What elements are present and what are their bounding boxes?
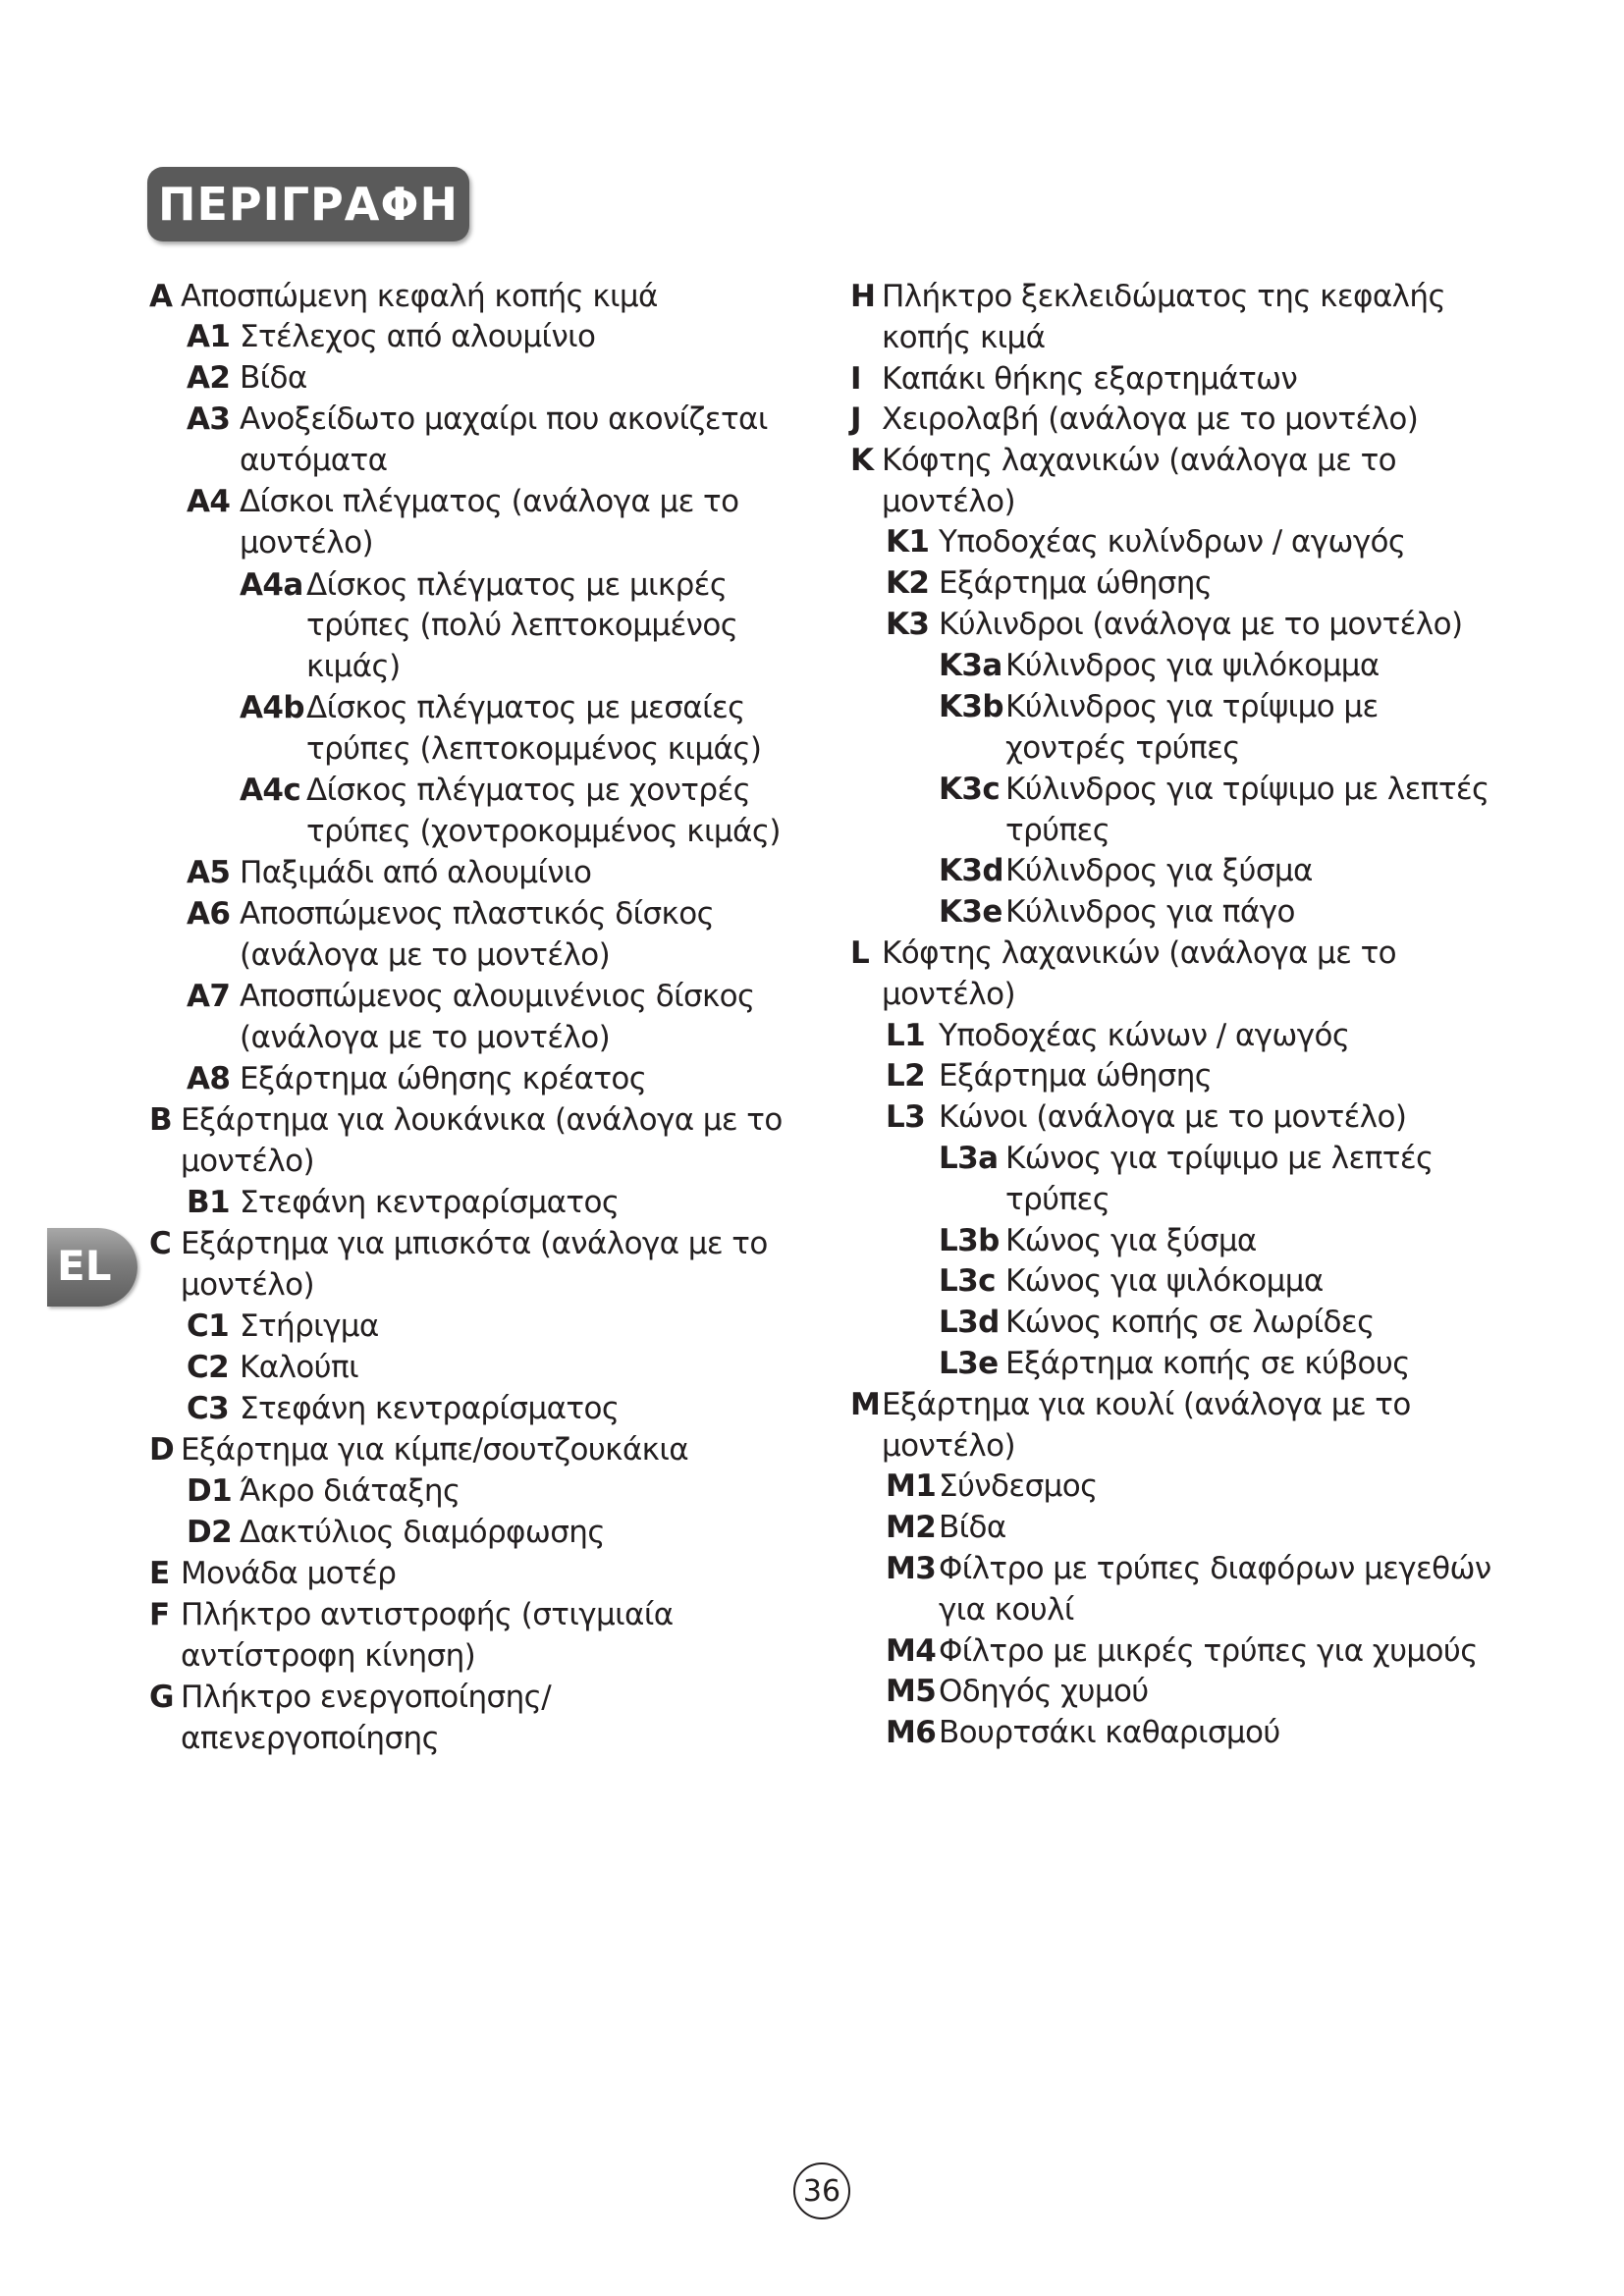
part-code: M1	[886, 1468, 937, 1504]
part-description: Παξιμάδι από αλουμίνιο	[240, 855, 592, 890]
part-description: Φίλτρο με τρύπες διαφόρων μεγεθών	[939, 1551, 1491, 1586]
page-number-label: 36	[802, 2173, 841, 2209]
part-description: τρύπες (χοντροκομμένος κιμάς)	[306, 814, 781, 849]
part-code: A8	[187, 1061, 231, 1096]
part-code: A4c	[240, 773, 301, 808]
part-description: κιμάς)	[306, 649, 401, 684]
part-description: Εξάρτημα κοπής σε κύβους	[1005, 1346, 1410, 1381]
part-code: M6	[886, 1715, 937, 1750]
part-description: (ανάλογα με το μοντέλο)	[240, 1020, 611, 1055]
part-code: L3e	[939, 1346, 999, 1381]
part-description: Εξάρτημα για κίμπε/σουτζουκάκια	[181, 1432, 689, 1468]
part-description: Στεφάνη κεντραρίσματος	[240, 1185, 620, 1220]
part-description: απενεργοποίησης	[181, 1721, 440, 1756]
part-description: Ανοξείδωτο μαχαίρι που ακονίζεται	[240, 401, 768, 437]
part-code: L	[850, 935, 870, 971]
part-description: Αποσπώμενος πλαστικός δίσκος	[240, 896, 715, 932]
part-description: τρύπες (πολύ λεπτοκομμένος	[306, 608, 738, 643]
part-code: B	[149, 1102, 173, 1138]
part-code: F	[149, 1597, 170, 1632]
part-code: E	[149, 1556, 170, 1591]
part-code: M2	[886, 1510, 937, 1545]
part-description: Καλούπι	[240, 1350, 358, 1385]
part-description: Κόφτης λαχανικών (ανάλογα με το	[882, 935, 1397, 971]
part-description: Πλήκτρο ξεκλειδώματος της κεφαλής	[882, 279, 1446, 314]
part-description: Δίσκος πλέγματος με χοντρές	[306, 773, 751, 808]
part-code: D1	[187, 1473, 233, 1509]
part-description: Δακτύλιος διαμόρφωσης	[240, 1515, 605, 1550]
part-description: μοντέλο)	[240, 525, 374, 561]
part-description: Κύλινδρος για πάγο	[1005, 894, 1295, 930]
part-description: Υποδοχέας κώνων / αγωγός	[939, 1018, 1350, 1053]
part-code: K1	[886, 524, 930, 560]
part-code: H	[850, 279, 876, 314]
part-description: Κύλινδρος για τρίψιμο με	[1005, 689, 1379, 724]
part-description: Εξάρτημα για κουλί (ανάλογα με το	[882, 1387, 1411, 1422]
part-description: αντίστροφη κίνηση)	[181, 1638, 476, 1674]
part-description: Αποσπώμενος αλουμινένιος δίσκος	[240, 979, 755, 1014]
part-description: αυτόματα	[240, 443, 388, 478]
part-code: K2	[886, 565, 930, 601]
part-code: L1	[886, 1018, 926, 1053]
part-code: G	[149, 1680, 174, 1715]
part-code: C	[149, 1226, 172, 1261]
part-code: J	[850, 401, 861, 437]
part-code: B1	[187, 1185, 230, 1220]
part-description: Κώνος για τρίψιμο με λεπτές	[1005, 1141, 1434, 1176]
part-code: L3c	[939, 1263, 996, 1299]
part-description: Στέλεχος από αλουμίνιο	[240, 319, 596, 354]
part-code: D2	[187, 1515, 233, 1550]
part-description: μοντέλο)	[882, 1428, 1016, 1464]
part-code: L3d	[939, 1305, 1000, 1340]
part-code: A7	[187, 979, 231, 1014]
part-code: K3c	[939, 772, 1001, 807]
part-description: χοντρές τρύπες	[1005, 730, 1240, 766]
part-code: K3b	[939, 689, 1003, 724]
section-title: ΠΕΡΙΓΡΑΦΗ	[158, 178, 459, 231]
page-number	[793, 2163, 850, 2219]
part-code: A4b	[240, 690, 304, 725]
part-description: Κύλινδρος για τρίψιμο με λεπτές	[1005, 772, 1489, 807]
part-description: Πλήκτρο αντιστροφής (στιγμιαία	[181, 1597, 674, 1632]
part-code: C2	[187, 1350, 230, 1385]
part-description: μοντέλο)	[882, 484, 1016, 519]
part-description: Βουρτσάκι καθαρισμού	[939, 1715, 1280, 1750]
part-description: μοντέλο)	[181, 1144, 315, 1179]
part-code: C1	[187, 1308, 230, 1344]
part-description: Κώνοι (ανάλογα με το μοντέλο)	[939, 1099, 1407, 1135]
part-description: Υποδοχέας κυλίνδρων / αγωγός	[939, 524, 1406, 560]
part-description: μοντέλο)	[181, 1267, 315, 1303]
part-description: Εξάρτημα ώθησης	[939, 1058, 1213, 1094]
part-code: L3b	[939, 1223, 1000, 1258]
part-code: D	[149, 1432, 175, 1468]
part-description: Κόφτης λαχανικών (ανάλογα με το	[882, 443, 1397, 478]
part-description: Κύλινδρος για ξύσμα	[1005, 853, 1313, 888]
part-code: A	[149, 279, 173, 314]
part-description: Φίλτρο με μικρές τρύπες για χυμούς	[939, 1633, 1478, 1669]
part-code: K3a	[939, 648, 1002, 683]
part-description: Χειρολαβή (ανάλογα με το μοντέλο)	[882, 401, 1419, 437]
part-description: Κώνος για ξύσμα	[1005, 1223, 1257, 1258]
part-description: τρύπες	[1005, 1182, 1110, 1217]
part-code: L3a	[939, 1141, 999, 1176]
part-description: για κουλί	[939, 1592, 1074, 1628]
part-description: τρύπες (λεπτοκομμένος κιμάς)	[306, 731, 762, 767]
language-tab	[47, 1228, 137, 1307]
part-description: Δίσκοι πλέγματος (ανάλογα με το	[240, 484, 739, 519]
part-code: M4	[886, 1633, 937, 1669]
part-description: Στήριγμα	[240, 1308, 379, 1344]
part-code: A5	[187, 855, 231, 890]
part-code: L2	[886, 1058, 926, 1094]
part-description: Κύλινδρος για ψιλόκομμα	[1005, 648, 1380, 683]
part-code: L3	[886, 1099, 926, 1135]
part-code: A4a	[240, 567, 303, 603]
part-code: K3e	[939, 894, 1002, 930]
part-code: A3	[187, 401, 231, 437]
part-code: K3	[886, 607, 930, 642]
part-description: (ανάλογα με το μοντέλο)	[240, 937, 611, 973]
part-description: Οδηγός χυμού	[939, 1674, 1149, 1709]
part-description: Εξάρτημα ώθησης	[939, 565, 1213, 601]
part-description: Στεφάνη κεντραρίσματος	[240, 1391, 620, 1426]
part-code: C3	[187, 1391, 230, 1426]
part-description: Άκρο διάταξης	[240, 1473, 460, 1509]
part-code: M5	[886, 1674, 937, 1709]
part-description: Εξάρτημα για μπισκότα (ανάλογα με το	[181, 1226, 768, 1261]
part-description: Σύνδεσμος	[939, 1468, 1098, 1504]
part-description: Κώνος για ψιλόκομμα	[1005, 1263, 1324, 1299]
part-code: A4	[187, 484, 231, 519]
section-title-badge	[147, 167, 469, 241]
part-description: Δίσκος πλέγματος με μεσαίες	[306, 690, 745, 725]
part-description: Καπάκι θήκης εξαρτημάτων	[882, 361, 1298, 397]
part-code: A6	[187, 896, 231, 932]
part-description: Δίσκος πλέγματος με μικρές	[306, 567, 728, 603]
part-description: Εξάρτημα για λουκάνικα (ανάλογα με το	[181, 1102, 783, 1138]
part-description: Εξάρτημα ώθησης κρέατος	[240, 1061, 647, 1096]
part-description: κοπής κιμά	[882, 320, 1046, 355]
part-code: K	[850, 443, 874, 478]
part-description: Βίδα	[240, 360, 307, 396]
language-tab-label: EL	[57, 1242, 112, 1290]
part-code: I	[850, 361, 861, 397]
part-description: Αποσπώμενη κεφαλή κοπής κιμά	[181, 279, 658, 314]
part-description: Μονάδα μοτέρ	[181, 1556, 397, 1591]
part-code: K3d	[939, 853, 1003, 888]
part-code: A2	[187, 360, 231, 396]
part-description: Πλήκτρο ενεργοποίησης/	[181, 1680, 552, 1715]
part-description: Βίδα	[939, 1510, 1006, 1545]
part-code: A1	[187, 319, 231, 354]
part-code: M	[850, 1387, 881, 1422]
part-description: Κύλινδροι (ανάλογα με το μοντέλο)	[939, 607, 1463, 642]
part-description: μοντέλο)	[882, 977, 1016, 1012]
part-code: M3	[886, 1551, 937, 1586]
part-description: τρύπες	[1005, 813, 1110, 848]
part-description: Κώνος κοπής σε λωρίδες	[1005, 1305, 1375, 1340]
